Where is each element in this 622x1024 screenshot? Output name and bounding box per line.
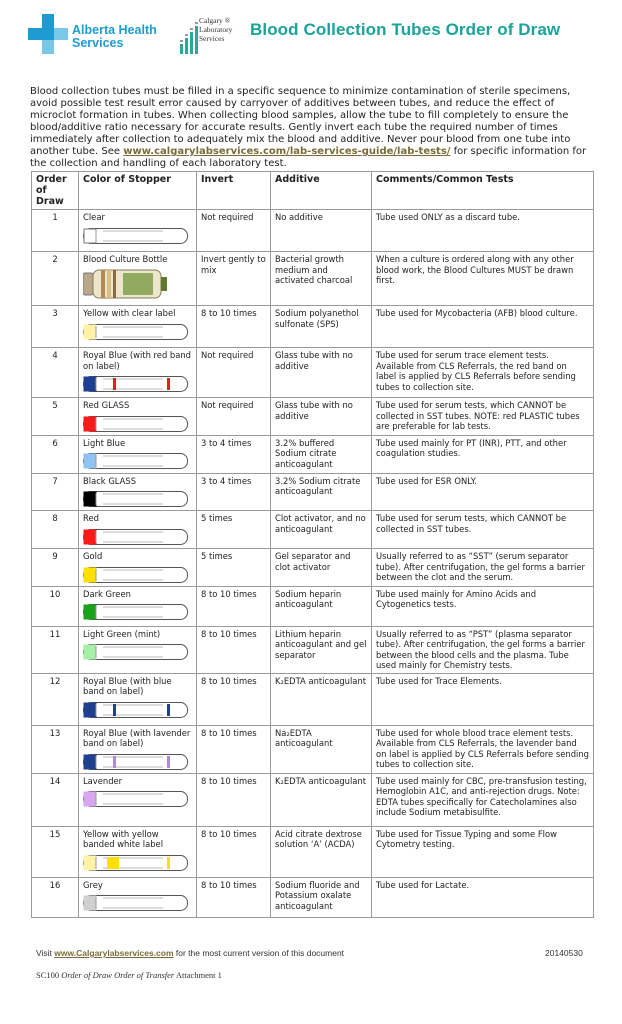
tube-icon bbox=[83, 566, 189, 584]
invert-cell: 3 to 4 times bbox=[197, 473, 271, 511]
alberta-health-services-logo bbox=[28, 14, 168, 56]
additive-cell: Lithium heparin anticoagulant and gel separator bbox=[271, 626, 372, 673]
table-row bbox=[32, 826, 594, 877]
footer-sc-after: Attachment 1 bbox=[174, 970, 222, 980]
intro-paragraph bbox=[30, 86, 596, 170]
additive-cell: Sodium heparin anticoagulant bbox=[271, 586, 372, 626]
invert-cell: 8 to 10 times bbox=[197, 626, 271, 673]
calgary-laboratory-services-logo bbox=[178, 14, 242, 58]
stopper-label: Red GLASS bbox=[83, 400, 130, 410]
stopper-label: Yellow with clear label bbox=[83, 308, 176, 318]
invert-cell: Invert gently to mix bbox=[197, 252, 271, 306]
header-order: Order of Draw bbox=[32, 172, 79, 210]
stopper-label: Black GLASS bbox=[83, 475, 137, 486]
additive-cell: K₂EDTA anticoagulant bbox=[271, 773, 372, 826]
stopper-label: Grey bbox=[83, 879, 103, 890]
invert-cell: 8 to 10 times bbox=[197, 306, 271, 348]
stopper-cell bbox=[79, 435, 197, 473]
footer-sc-code: SC100 bbox=[36, 970, 62, 980]
footer-doc-code bbox=[36, 970, 222, 980]
intro-text-before: Blood collection tubes must be filled in a specific sequence to minimize contamination of sterile specimens, avoid possible test result error caused by carryover of additives between tubes, and reduce the effect of microclot formation in tubes. When collecting blood samples, allow the tube to fill completely to ensure the blood/additive ratio necessary for accurate results. Gently invert each tube the required number of times immediately after collection to adequately mix the blood and additive. Never pour blood from one tube into another tube. See bbox=[30, 86, 571, 157]
stopper-cell bbox=[79, 348, 197, 398]
stopper-cell bbox=[79, 252, 197, 306]
draw-order: 15 bbox=[32, 826, 79, 877]
comments-cell: Tube used for ESR ONLY. bbox=[372, 473, 594, 511]
stopper-label: Clear bbox=[83, 212, 105, 222]
stopper-label: Royal Blue (with lavender band on label) bbox=[83, 727, 191, 748]
table-row bbox=[32, 773, 594, 826]
stopper-label: Blood Culture Bottle bbox=[83, 254, 168, 264]
additive-cell: Clot activator, and no anticoagulant bbox=[271, 511, 372, 549]
draw-order: 14 bbox=[32, 773, 79, 826]
tube-icon bbox=[83, 790, 189, 808]
tube-icon bbox=[83, 452, 189, 470]
header-comments: Comments/Common Tests bbox=[372, 172, 594, 210]
tube-icon bbox=[83, 528, 189, 546]
order-of-draw-table bbox=[31, 171, 594, 918]
comments-cell: Tube used for whole blood trace element tests. Available from CLS Referrals, the lavender band on label is applied by CLS Referrals before sending tubes to collection site. bbox=[372, 725, 594, 773]
invert-cell: 5 times bbox=[197, 511, 271, 549]
footer-visit bbox=[36, 948, 344, 958]
tube-icon bbox=[83, 854, 189, 872]
invert-cell: 8 to 10 times bbox=[197, 773, 271, 826]
stopper-cell bbox=[79, 877, 197, 917]
comments-cell: Tube used for serum trace element tests. Available from CLS Referrals, the red band on label is applied by CLS Referrals before sending tubes to collection site. bbox=[372, 348, 594, 398]
stopper-cell bbox=[79, 306, 197, 348]
stopper-label: Dark Green bbox=[83, 588, 131, 599]
invert-cell: Not required bbox=[197, 348, 271, 398]
footer-date: 20140530 bbox=[545, 948, 583, 958]
stopper-label: Yellow with yellow banded white label bbox=[83, 828, 164, 849]
additive-cell: Glass tube with no additive bbox=[271, 348, 372, 398]
comments-cell: Tube used for Lactate. bbox=[372, 877, 594, 917]
draw-order: 7 bbox=[32, 473, 79, 511]
footer-visit-before: Visit bbox=[36, 948, 55, 958]
tube-icon bbox=[83, 603, 189, 621]
comments-cell: Tube used mainly for PT (INR), PTT, and other coagulation studies. bbox=[372, 435, 594, 473]
tube-icon bbox=[83, 269, 189, 299]
header-invert: Invert bbox=[197, 172, 271, 210]
additive-cell: Gel separator and clot activator bbox=[271, 549, 372, 587]
additive-cell: Sodium fluoride and Potassium oxalate anticoagulant bbox=[271, 877, 372, 917]
stopper-cell bbox=[79, 398, 197, 436]
comments-cell: Tube used for Tissue Typing and some Flow Cytometry testing. bbox=[372, 826, 594, 877]
stopper-cell bbox=[79, 473, 197, 511]
additive-cell: Acid citrate dextrose solution ‘A’ (ACDA) bbox=[271, 826, 372, 877]
additive-cell: No additive bbox=[271, 210, 372, 252]
comments-cell: Tube used ONLY as a discard tube. bbox=[372, 210, 594, 252]
table-row bbox=[32, 306, 594, 348]
stopper-cell bbox=[79, 673, 197, 725]
stopper-cell bbox=[79, 826, 197, 877]
additive-cell: Sodium polyanethol sulfonate (SPS) bbox=[271, 306, 372, 348]
additive-cell: Glass tube with no additive bbox=[271, 398, 372, 436]
comments-cell: Tube used for serum tests, which CANNOT be collected in SST tubes. NOTE: red PLASTIC tubes are preferable for lab tests. bbox=[372, 398, 594, 436]
comments-cell: When a culture is ordered along with any other blood work, the Blood Cultures MUST be drawn first. bbox=[372, 252, 594, 306]
comments-cell: Tube used for Trace Elements. bbox=[372, 673, 594, 725]
invert-cell: 3 to 4 times bbox=[197, 435, 271, 473]
draw-order: 8 bbox=[32, 511, 79, 549]
invert-cell: 8 to 10 times bbox=[197, 586, 271, 626]
ahs-name: Alberta Health Services bbox=[72, 23, 157, 50]
table-row bbox=[32, 725, 594, 773]
invert-cell: 8 to 10 times bbox=[197, 673, 271, 725]
stopper-cell bbox=[79, 626, 197, 673]
tube-icon bbox=[83, 490, 189, 508]
draw-order: 9 bbox=[32, 549, 79, 587]
additive-cell: Bacterial growth medium and activated charcoal bbox=[271, 252, 372, 306]
draw-order: 6 bbox=[32, 435, 79, 473]
invert-cell: Not required bbox=[197, 398, 271, 436]
cls-name: Calgary ® Laboratory Services bbox=[199, 16, 233, 43]
footer-link[interactable]: www.Calgarylabservices.com bbox=[54, 948, 174, 958]
table-row bbox=[32, 877, 594, 917]
tube-icon bbox=[83, 894, 189, 912]
stopper-cell bbox=[79, 210, 197, 252]
page-header bbox=[0, 0, 622, 70]
draw-order: 1 bbox=[32, 210, 79, 252]
additive-cell: 3.2% buffered Sodium citrate anticoagulant bbox=[271, 435, 372, 473]
header-stopper: Color of Stopper bbox=[79, 172, 197, 210]
table-row bbox=[32, 210, 594, 252]
table-row bbox=[32, 348, 594, 398]
draw-order: 11 bbox=[32, 626, 79, 673]
tube-icon bbox=[83, 643, 189, 661]
table-row bbox=[32, 473, 594, 511]
comments-cell: Tube used mainly for Amino Acids and Cytogenetics tests. bbox=[372, 586, 594, 626]
ahs-cross-icon bbox=[28, 14, 68, 54]
draw-order: 10 bbox=[32, 586, 79, 626]
draw-order: 13 bbox=[32, 725, 79, 773]
stopper-label: Red bbox=[83, 513, 99, 523]
table-row bbox=[32, 252, 594, 306]
table-header-row bbox=[32, 172, 594, 210]
header-additive: Additive bbox=[271, 172, 372, 210]
table-row bbox=[32, 673, 594, 725]
invert-cell: 8 to 10 times bbox=[197, 725, 271, 773]
comments-cell: Tube used for Mycobacteria (AFB) blood culture. bbox=[372, 306, 594, 348]
invert-cell: 8 to 10 times bbox=[197, 826, 271, 877]
table-row bbox=[32, 398, 594, 436]
additive-cell: 3.2% Sodium citrate anticoagulant bbox=[271, 473, 372, 511]
table-row bbox=[32, 626, 594, 673]
draw-order: 4 bbox=[32, 348, 79, 398]
draw-order: 16 bbox=[32, 877, 79, 917]
draw-order: 2 bbox=[32, 252, 79, 306]
tube-icon bbox=[83, 753, 189, 771]
intro-text-after: for specific information for the collection and handling of each laboratory test. bbox=[30, 146, 587, 169]
additive-cell: Na₂EDTA anticoagulant bbox=[271, 725, 372, 773]
stopper-label: Light Green (mint) bbox=[83, 628, 161, 639]
table-row bbox=[32, 586, 594, 626]
table-row bbox=[32, 511, 594, 549]
stopper-label: Royal Blue (with red band on label) bbox=[83, 350, 191, 371]
invert-cell: Not required bbox=[197, 210, 271, 252]
table-row bbox=[32, 549, 594, 587]
lab-tests-link[interactable]: www.calgarylabservices.com/lab-services-guide/lab-tests/ bbox=[123, 146, 451, 157]
additive-cell: K₂EDTA anticoagulant bbox=[271, 673, 372, 725]
table-row bbox=[32, 435, 594, 473]
stopper-cell bbox=[79, 773, 197, 826]
footer-visit-after: for the most current version of this document bbox=[173, 948, 345, 958]
tube-icon bbox=[83, 701, 189, 719]
tube-icon bbox=[83, 415, 189, 433]
stopper-label: Royal Blue (with blue band on label) bbox=[83, 675, 172, 696]
draw-order: 3 bbox=[32, 306, 79, 348]
comments-cell: Tube used mainly for CBC, pre-transfusion testing, Hemoglobin A1C, and anti-rejection drugs. Note: EDTA tubes specifically for Catecholamines also include Sodium metabisulfite. bbox=[372, 773, 594, 826]
invert-cell: 8 to 10 times bbox=[197, 877, 271, 917]
comments-cell: Usually referred to as “PST” (plasma separator tube). After centrifugation, the gel forms a barrier between the blood cells and the plasma. Tube used mainly for Chemistry tests. bbox=[372, 626, 594, 673]
stopper-cell bbox=[79, 725, 197, 773]
stopper-cell bbox=[79, 586, 197, 626]
stopper-label: Lavender bbox=[83, 775, 123, 786]
invert-cell: 5 times bbox=[197, 549, 271, 587]
footer-sc-title: Order of Draw Order of Transfer bbox=[61, 970, 175, 980]
stopper-label: Gold bbox=[83, 551, 103, 561]
tube-icon bbox=[83, 323, 189, 341]
page-title: Blood Collection Tubes Order of Draw bbox=[250, 20, 561, 39]
draw-order: 12 bbox=[32, 673, 79, 725]
tube-icon bbox=[83, 375, 189, 393]
tube-icon bbox=[83, 227, 189, 245]
stopper-cell bbox=[79, 549, 197, 587]
comments-cell: Usually referred to as “SST” (serum separator tube). After centrifugation, the gel forms a barrier between the clot and the serum. bbox=[372, 549, 594, 587]
draw-order: 5 bbox=[32, 398, 79, 436]
stopper-cell bbox=[79, 511, 197, 549]
comments-cell: Tube used for serum tests, which CANNOT be collected in SST tubes. bbox=[372, 511, 594, 549]
stopper-label: Light Blue bbox=[83, 437, 126, 448]
